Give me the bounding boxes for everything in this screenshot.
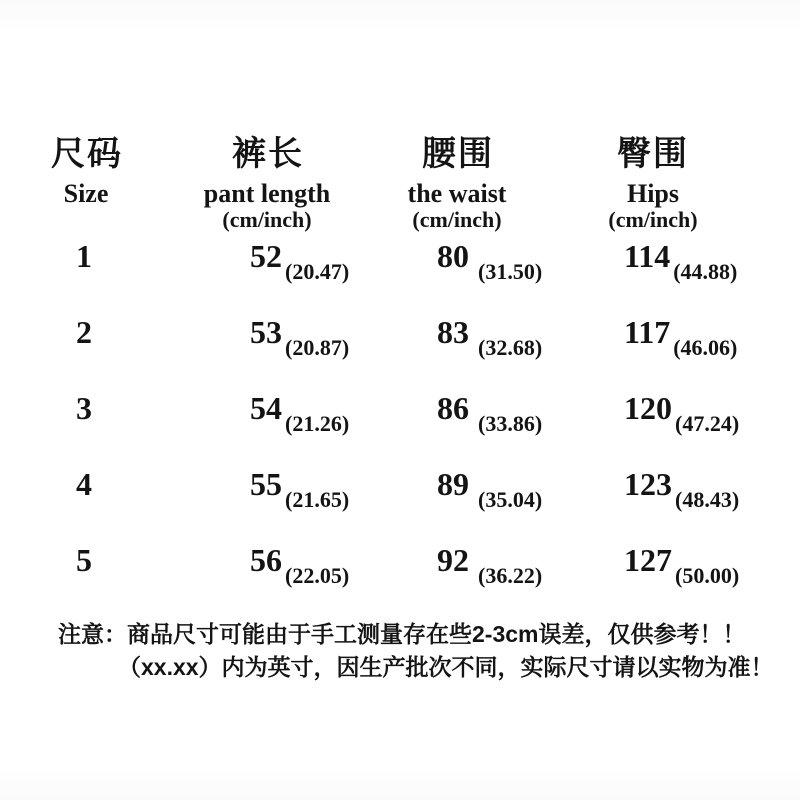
table-row-1-size: 1 — [76, 238, 92, 274]
pant-inch-value: (20.87) — [285, 335, 350, 360]
hips-inch-value: (48.43) — [675, 487, 740, 512]
column-header-pant-en: pant length — [203, 179, 331, 208]
waist-inch-value: (31.50) — [478, 259, 543, 284]
column-header-pant-unit: (cm/inch) — [222, 207, 312, 232]
column-header-waist-unit: (cm/inch) — [412, 207, 502, 232]
table-row-3-hips — [624, 392, 739, 435]
table-row-3-pant — [250, 392, 349, 435]
waist-inch-value: (36.22) — [478, 563, 543, 588]
table-row-4-waist — [437, 468, 542, 511]
column-header-size-zh: 尺码 — [51, 135, 123, 173]
hips-cm-value: 117 — [624, 314, 671, 350]
pant-cm-value: 52 — [250, 238, 282, 274]
pant-inch-value: (21.26) — [285, 411, 350, 436]
table-row-4-hips — [624, 468, 739, 511]
hips-cm-value: 127 — [624, 542, 672, 578]
waist-cm-value: 86 — [437, 390, 469, 426]
table-row-4-size: 4 — [76, 466, 92, 502]
hips-inch-value: (47.24) — [675, 411, 740, 436]
waist-cm-value: 89 — [437, 466, 469, 502]
pant-inch-value: (22.05) — [285, 563, 350, 588]
pant-cm-value: 54 — [250, 390, 282, 426]
column-header-waist-zh: 腰围 — [422, 135, 494, 173]
pant-cm-value: 55 — [250, 466, 282, 502]
table-row-2-pant — [250, 316, 349, 359]
hips-cm-value: 114 — [624, 238, 671, 274]
table-row-1-hips — [624, 240, 737, 283]
table-row-2-hips — [624, 316, 737, 359]
column-header-pant-zh: 裤长 — [232, 135, 304, 173]
hips-cm-value: 120 — [624, 390, 672, 426]
hips-inch-value: (46.06) — [673, 335, 738, 360]
waist-inch-value: (35.04) — [478, 487, 543, 512]
table-row-5-size: 5 — [76, 542, 92, 578]
pant-inch-value: (21.65) — [285, 487, 350, 512]
table-row-2-waist — [437, 316, 542, 359]
column-header-hips-zh: 臀围 — [617, 135, 689, 173]
table-row-2-size: 2 — [76, 314, 92, 350]
table-row-5-hips — [624, 544, 739, 587]
column-header-hips-unit: (cm/inch) — [608, 207, 698, 232]
hips-cm-value: 123 — [624, 466, 672, 502]
pant-cm-value: 53 — [250, 314, 282, 350]
waist-cm-value: 83 — [437, 314, 469, 350]
column-header-size-en: Size — [63, 179, 109, 208]
table-row-5-waist — [437, 544, 542, 587]
column-header-hips-en: Hips — [626, 179, 680, 208]
disclaimer-line-1: 注意：商品尺寸可能由于手工测量存在些2-3cm误差，仅供参考！！ — [58, 621, 746, 647]
waist-inch-value: (32.68) — [478, 335, 543, 360]
table-row-3-size: 3 — [76, 390, 92, 426]
disclaimer-line-2: （xx.xx）内为英寸，因生产批次不同，实际尺寸请以实物为准！ — [118, 654, 774, 680]
pant-cm-value: 56 — [250, 542, 282, 578]
waist-cm-value: 92 — [437, 542, 469, 578]
table-row-5-pant — [250, 544, 349, 587]
hips-inch-value: (50.00) — [675, 563, 740, 588]
table-row-4-pant — [250, 468, 349, 511]
waist-inch-value: (33.86) — [478, 411, 543, 436]
table-row-3-waist — [437, 392, 542, 435]
table-row-1-pant — [250, 240, 349, 283]
table-row-1-waist — [437, 240, 542, 283]
column-header-waist-en: the waist — [407, 179, 507, 208]
pant-inch-value: (20.47) — [285, 259, 350, 284]
hips-inch-value: (44.88) — [673, 259, 738, 284]
waist-cm-value: 80 — [437, 238, 469, 274]
